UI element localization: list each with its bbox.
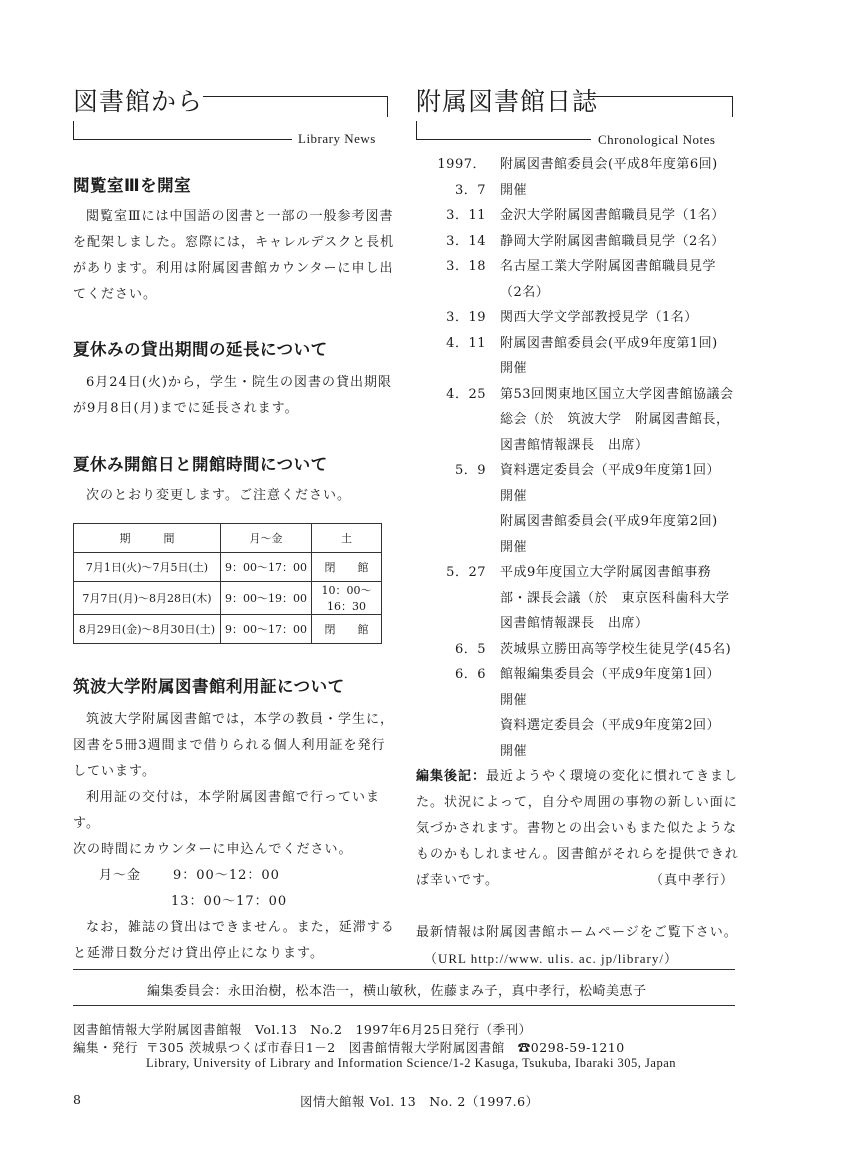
text-line: 6月24日(火)から，学生・院生の図書の貸出期限	[86, 375, 392, 390]
hours-table	[73, 523, 382, 644]
text-line: 次のとおり変更します。ご注意ください。	[86, 488, 351, 503]
entry-line: 開催	[500, 743, 528, 759]
homepage-url: （URL http://www. ulis. ac. jp/library/）	[424, 951, 678, 966]
entry-line: 資料選定委員会（平成9年度第2回）	[500, 718, 721, 733]
table-row	[74, 582, 382, 615]
left-header-rule-bottom	[73, 121, 292, 140]
entry-line: 部・課長会議（於 東京医科歯科大学	[500, 590, 730, 606]
entry-date: 6．5	[454, 641, 486, 657]
entry-line: 附属図書館委員会(平成9年度第2回)	[500, 514, 718, 529]
entry-date: 5．27	[446, 565, 486, 580]
entry-date: 3．18	[446, 259, 486, 274]
latest-info-text: 最新情報は附属図書館ホームページをご覧下さい。	[416, 925, 738, 940]
text-line: た。状況によって，自分や周囲の事物の新しい面に	[416, 795, 738, 810]
text-line: と延滞日数分だけ貸出停止になります。	[73, 946, 324, 961]
entry-line: 総会（於 筑波大学 附属図書館長，	[500, 412, 730, 427]
entry-line: （2名）	[500, 284, 550, 300]
entry-line: 開催	[500, 692, 528, 708]
entry-text	[500, 203, 740, 229]
entry-line: 静岡大学附属図書館職員見学（2名）	[500, 233, 725, 249]
entry-line: 資料選定委員会（平成9年度第1回）	[500, 463, 721, 478]
left-header-rule-top	[203, 96, 388, 117]
entry-line: 附属図書館委員会(平成9年度第1回)	[500, 335, 718, 351]
section-intro-summer-hours	[73, 483, 403, 509]
table-header-cell: 期 間	[74, 524, 221, 553]
text-line: があります。利用は附属図書館カウンターに申し出	[73, 261, 394, 276]
entry-text	[500, 152, 740, 203]
latest-info	[416, 920, 746, 972]
hours-time: 9：00～12：00	[173, 868, 280, 883]
section-body-reading-room	[73, 204, 403, 308]
colophon-label: 編集・発行	[73, 1040, 139, 1055]
entry-text	[500, 382, 740, 459]
journal-citation: 図情大館報 Vol. 13 No. 2（1997.6）	[300, 1094, 539, 1109]
entry-line: 館報編集委員会（平成9年度第1回）	[500, 667, 721, 682]
table-cell: 閉 館	[312, 553, 382, 582]
page-number: 8	[73, 1092, 82, 1107]
entry-line: 附属図書館委員会(平成8年度第6回)	[500, 157, 718, 172]
section-body-user-card	[73, 707, 403, 967]
hours-time: 13：00～17：00	[171, 894, 288, 909]
hours-day: 月～金	[99, 868, 142, 883]
entry-date: 3．19	[446, 310, 486, 325]
entry-date: 3．14	[446, 233, 486, 249]
section-title-user-card: 筑波大学附属図書館利用証について	[73, 677, 345, 696]
entry-date: 4．11	[446, 335, 486, 351]
entry-line: 金沢大学附属図書館職員見学（1名）	[500, 208, 725, 223]
text-line: 図書を5冊3週間まで借りられる個人利用証を発行	[73, 738, 386, 753]
hours-line-2	[73, 889, 403, 915]
entry-date: 5．9	[454, 463, 486, 478]
right-header-subtitle: Chronological Notes	[598, 132, 716, 147]
entry-date: 4．25	[446, 386, 486, 402]
text-line: 筑波大学附属図書館では，本学の教員・学生に，	[86, 712, 395, 727]
colophon-address: 〒305 茨城県つくば市春日1－2 図書館情報大学附属図書館 ☎0298-59-1210	[146, 1040, 625, 1055]
hours-line-1	[73, 863, 403, 889]
section-title-loan-extension: 夏休みの貸出期間の延長について	[73, 340, 328, 359]
entry-date: 6．6	[454, 667, 486, 682]
entry-line: 開催	[500, 488, 528, 504]
entry-line: 平成9年度国立大学附属図書館事務	[500, 565, 712, 580]
entry-text	[500, 331, 740, 382]
entry-line: 開催	[500, 361, 528, 376]
table-cell: 9：00～17：00	[221, 615, 312, 644]
table-row	[74, 615, 382, 644]
entry-text	[500, 458, 740, 560]
text-line: なお，雑誌の貸出はできません。また，延滞する	[86, 920, 395, 935]
table-row	[74, 553, 382, 582]
entry-date: 3．11	[446, 208, 486, 223]
right-header-rule-bottom	[416, 121, 591, 140]
entry-line: 図書館情報課長 出席）	[500, 616, 649, 631]
colophon-english: Library, University of Library and Information Science/1-2 Kasuga, Tsukuba, Ibaraki 305, Japan	[146, 1056, 677, 1070]
text-line: 気づかされます。書物との出会いもまた似たような	[416, 821, 737, 836]
postscript-label: 編集後記：	[416, 769, 487, 784]
committee-rule-top	[73, 969, 735, 970]
text-line: 次の時間にカウンターに申込んでください。	[73, 842, 353, 857]
left-header-title: 図書館から	[73, 87, 204, 116]
entry-text	[500, 662, 740, 764]
text-line: 利用証の交付は，本学附属図書館で行っています。	[73, 790, 381, 831]
section-title-summer-hours: 夏休み開館日と開館時間について	[73, 455, 328, 474]
text-line: が9月8日(月)までに延長されます。	[73, 401, 299, 416]
left-header-subtitle: Library News	[298, 131, 376, 146]
text-line: しています。	[73, 764, 156, 779]
entry-text	[500, 254, 740, 305]
table-cell: 9：00～17：00	[221, 553, 312, 582]
entry-line: 開催	[500, 539, 528, 555]
section-body-loan-extension	[73, 370, 403, 422]
editorial-committee: 編集委員会：永田治樹，松本浩一，横山敏秋，佐藤まみ子，真中孝行，松崎美恵子	[147, 984, 647, 999]
entry-text	[500, 637, 740, 663]
entry-line: 名古屋工業大学附属図書館職員見学	[500, 259, 717, 274]
text-line: ものかもしれません。図書館がそれらを提供できれ	[416, 847, 739, 862]
entry-date: 1997．3．7	[437, 157, 486, 198]
entry-text	[500, 560, 740, 637]
entry-line: 図書館情報課長 出席）	[500, 437, 649, 453]
committee-rule-bottom	[73, 1005, 735, 1006]
table-header-cell: 月～金	[221, 524, 312, 553]
colophon-line1: 図書館情報大学附属図書館報 Vol.13 No.2 1997年6月25日発行（季刊）	[73, 1022, 532, 1037]
right-header-title: 附属図書館日誌	[416, 87, 599, 116]
right-header-rule-top	[588, 96, 733, 117]
entry-text	[500, 229, 740, 255]
section-title-reading-room: 閲覧室Ⅲを開室	[73, 176, 192, 195]
entry-line: 開催	[500, 182, 528, 198]
text-line: 閲覧室Ⅲには中国語の図書と一部の一般参考図書	[86, 209, 394, 224]
table-cell: 8月29日(金)～8月30日(土)	[74, 615, 221, 644]
text-line: ば幸いです。	[416, 873, 499, 888]
entry-text	[500, 305, 740, 331]
text-line: 最近ようやく環境の変化に慣れてきまし	[486, 769, 739, 784]
text-line: てください。	[73, 287, 158, 302]
editor-postscript	[416, 764, 746, 894]
table-cell: 9：00～19：00	[221, 582, 312, 615]
entry-line: 関西大学文学部教授見学（1名）	[500, 310, 698, 325]
table-cell: 7月1日(火)～7月5日(土)	[74, 553, 221, 582]
text-line: を配架しました。窓際には，キャレルデスクと長机	[73, 235, 395, 250]
table-header-cell: 土	[312, 524, 382, 553]
table-header-row	[74, 524, 382, 553]
table-cell: 閉 館	[312, 615, 382, 644]
entry-line: 茨城県立勝田高等学校生徒見学(45名)	[500, 641, 732, 657]
table-cell: 7月7日(月)～8月28日(木)	[74, 582, 221, 615]
entry-line: 第53回関東地区国立大学図書館協議会	[500, 386, 734, 402]
table-cell: 10：00～16：30	[312, 582, 382, 615]
postscript-signature: （真中孝行）	[649, 873, 734, 888]
